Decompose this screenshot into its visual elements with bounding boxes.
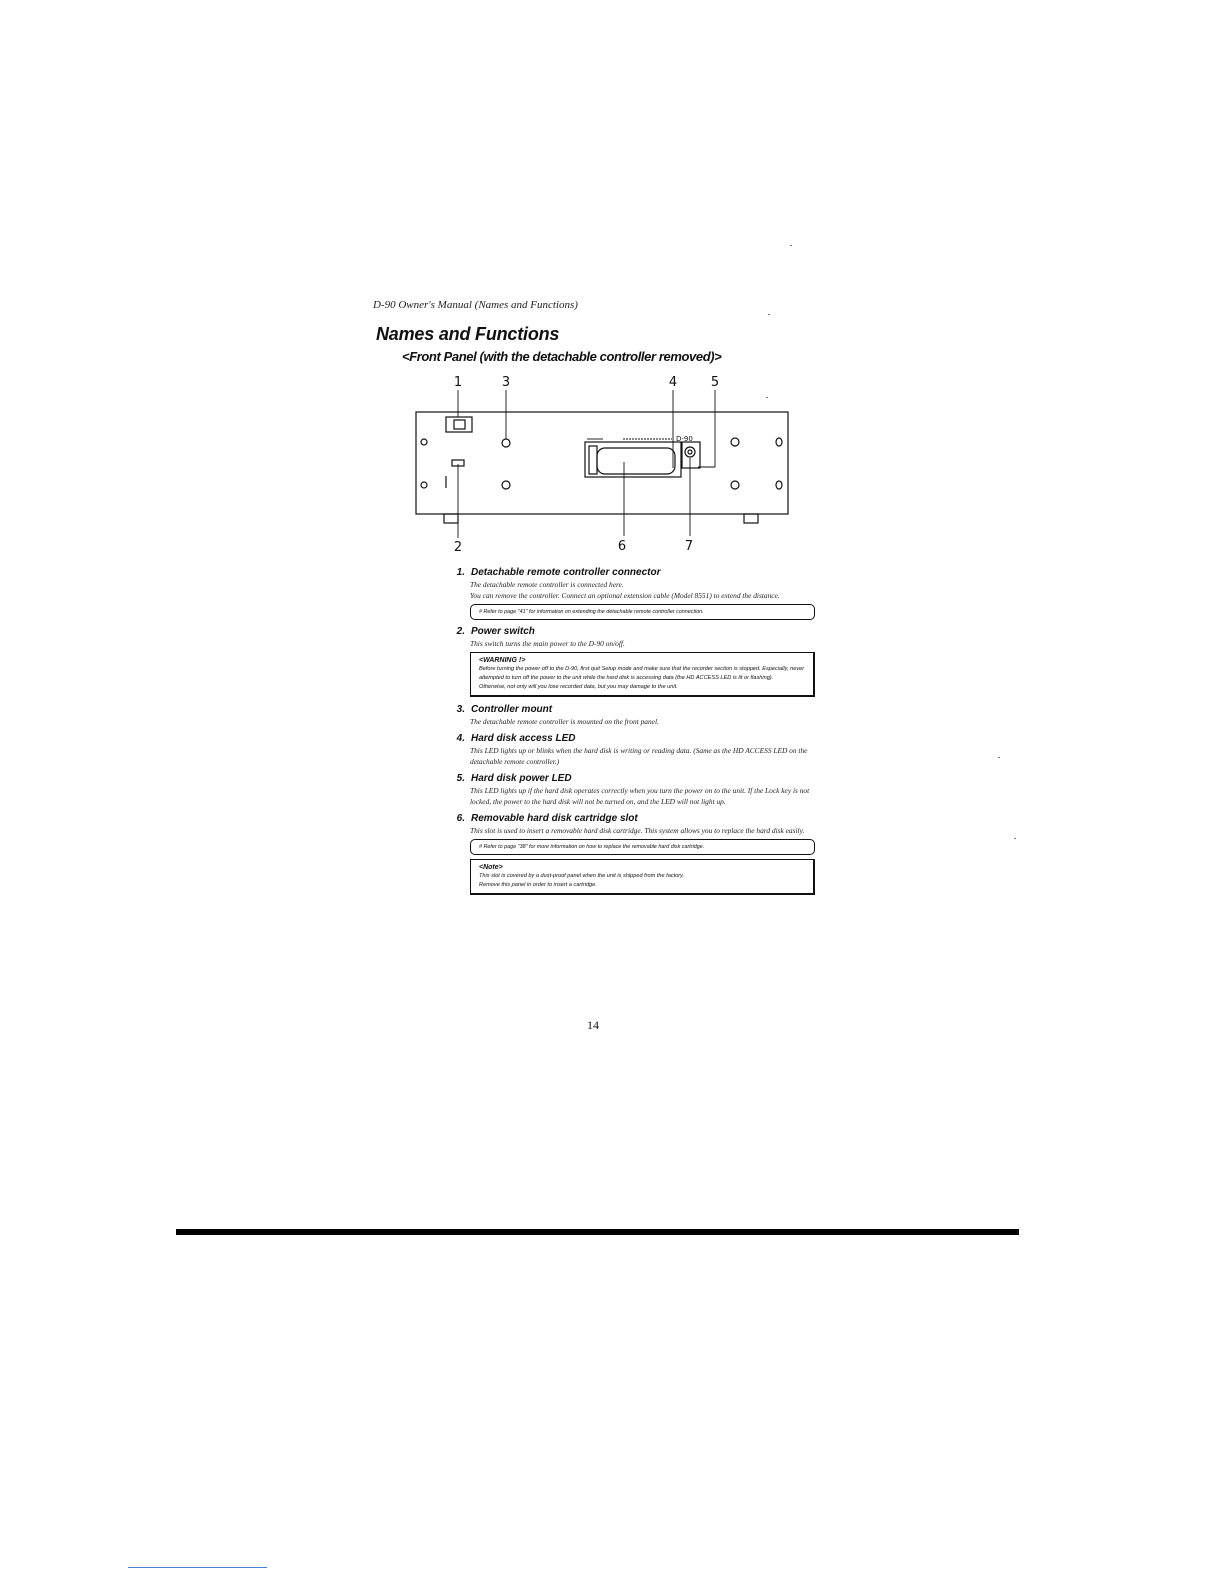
callout-5: 5 [710, 375, 720, 390]
warning-text: Before turning the power off to the D-90, first quit Setup mode and make sure that the recorder section is stopped. Especially, never attempted to turn off the power to the unit while the hard disk is accessing data (the HD ACCESS LED is lit or flashing). [479, 666, 805, 681]
item-number: 5. [456, 773, 465, 784]
item-title: Detachable remote controller connector [471, 567, 661, 578]
item-number: 1. [456, 567, 465, 578]
page-reference: # Refer to page "38" for more information on how to replace the removable hard disk cartridge. [470, 839, 815, 855]
item-text: You can remove the controller. Connect an optional extension cable (Model 8551) to extend the distance. [470, 591, 780, 600]
left-foot [444, 514, 458, 523]
item-title: Hard disk access LED [471, 733, 576, 744]
front-panel-diagram [410, 370, 800, 560]
scan-speck [998, 757, 1000, 758]
note-box [470, 859, 815, 895]
remote-connector-icon [446, 417, 472, 432]
list-item [455, 703, 815, 727]
item-title: Removable hard disk cartridge slot [471, 813, 638, 824]
led-panel [682, 442, 700, 468]
item-number: 6. [456, 813, 465, 824]
page-reference: # Refer to page "41" for information on extending the detachable remote controller connection. [470, 604, 815, 620]
warning-box [470, 652, 815, 697]
callout-1: 1 [453, 375, 463, 390]
controller-mount-hole [502, 439, 510, 447]
callout-2: 2 [453, 540, 463, 555]
item-text: The detachable remote controller is mounted on the front panel. [470, 717, 659, 726]
section-subtitle: <Front Panel (with the detachable controller removed)> [402, 349, 722, 364]
list-item [455, 732, 815, 767]
right-foot [744, 514, 758, 523]
callout-6: 6 [617, 539, 627, 554]
item-number: 3. [456, 704, 465, 715]
page-number: 14 [587, 1018, 599, 1032]
scan-speck [766, 397, 768, 398]
scan-edge-line [128, 1567, 267, 1568]
warning-text: Otherwise, not only will you lose recorded data, but you may damage to the unit. [479, 684, 678, 690]
cartridge-slot [597, 448, 675, 474]
list-item [455, 566, 815, 620]
note-text: Remove this panel in order to insert a cartridge. [479, 882, 597, 888]
item-text: This switch turns the main power to the D-90 on/off. [470, 639, 625, 648]
item-text: The detachable remote controller is connected here. [470, 580, 624, 589]
item-text: This LED lights up if the hard disk operates correctly when you turn the power on to the unit. If the Lock key is not locked, the power to the hard disk will not be turned on, and the LED will not light up. [470, 786, 810, 806]
item-number: 4. [456, 733, 465, 744]
item-number: 2. [456, 626, 465, 637]
list-item [455, 812, 815, 895]
list-item [455, 772, 815, 807]
scan-speck [768, 314, 770, 315]
scan-speck [790, 245, 792, 246]
list-item [455, 625, 815, 697]
bottom-rule [176, 1229, 1019, 1235]
model-label: D-90 [676, 435, 693, 443]
note-title: <Note> [479, 864, 503, 871]
callout-3: 3 [501, 375, 511, 390]
callout-7: 7 [684, 539, 694, 554]
item-title: Power switch [471, 626, 535, 637]
callout-4: 4 [668, 375, 678, 390]
item-text: This slot is used to insert a removable hard disk cartridge. This system allows you to replace the hard disk easily. [470, 826, 805, 835]
note-text: This slot is covered by a dust-proof panel when the unit is shipped from the factory. [479, 873, 685, 879]
item-title: Controller mount [471, 704, 553, 715]
item-title: Hard disk power LED [471, 773, 572, 784]
section-title: Names and Functions [376, 324, 560, 344]
running-head: D-90 Owner's Manual (Names and Functions) [373, 299, 578, 311]
item-list [455, 566, 815, 901]
hard-disk-power-led [685, 447, 695, 457]
scan-speck [1014, 838, 1016, 839]
item-text: This LED lights up or blinks when the hard disk is writing or reading data. (Same as the HD ACCESS LED on the detachable remote controller.) [470, 746, 808, 766]
warning-title: <WARNING !> [479, 657, 526, 664]
